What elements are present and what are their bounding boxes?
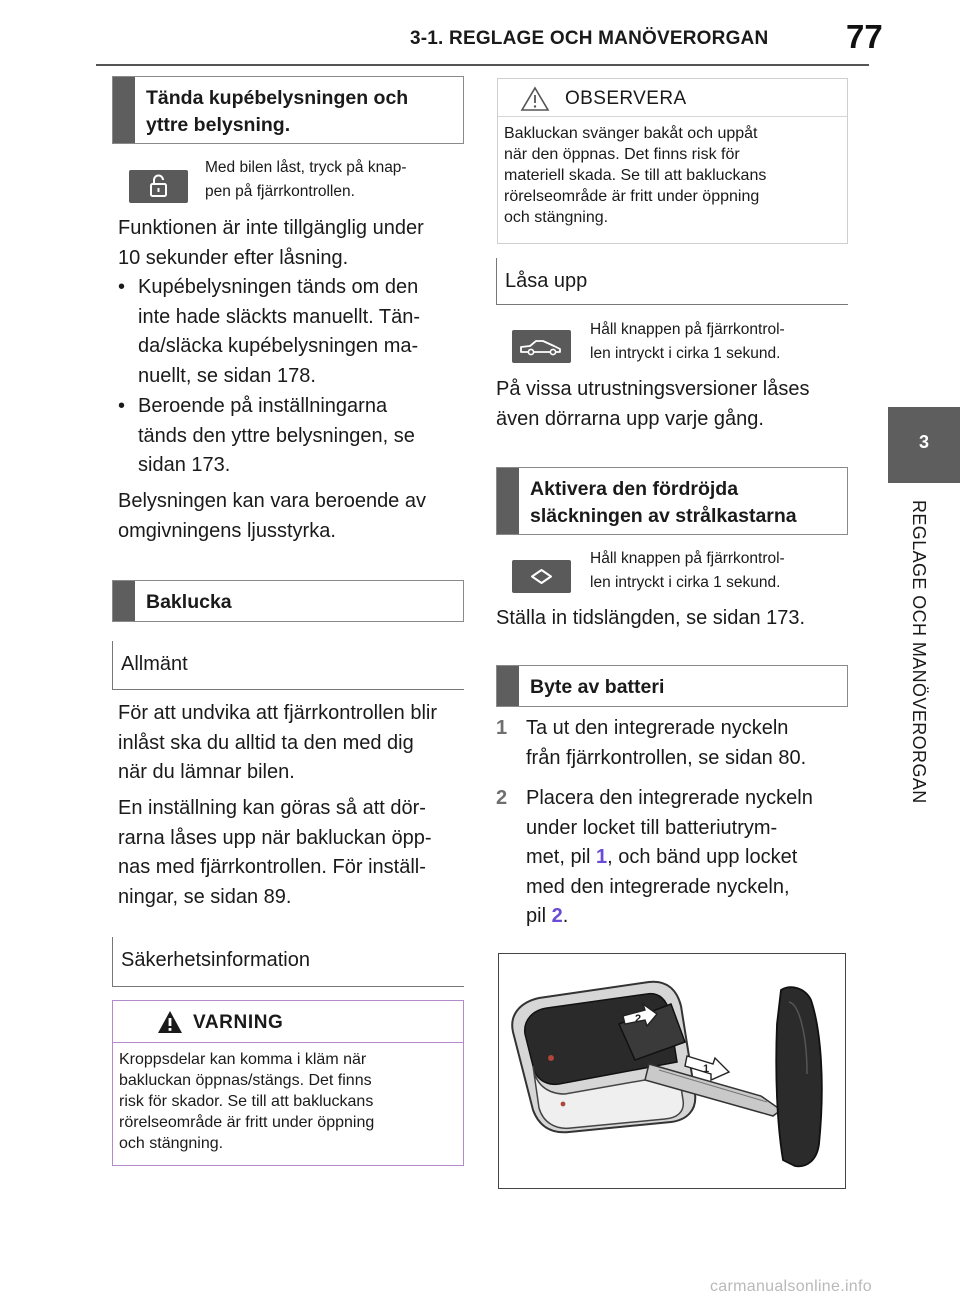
watermark: carmanualsonline.info: [710, 1278, 872, 1295]
subheading-unlock: Låsa upp: [496, 258, 848, 305]
subheading-safety: Säkerhetsinformation: [112, 937, 464, 987]
key-fob-drawing: [499, 954, 845, 1188]
section-heading-delay-text: Aktivera den fördröjda släckningen av strålkastarna: [530, 478, 797, 527]
paragraph-general: För att undvika att fjärrkontrollen blir inlåst ska du alltid ta den med dig när du lämnar bilen.: [118, 702, 438, 783]
headlight-key-icon: [512, 560, 571, 593]
step-item: 2 Placera den integrerade nyckeln under locket till batteriutrym- met, pil 1, och bänd upp locket med den integrerade nyckeln, pil 2.: [496, 787, 813, 927]
lock-key-text: Med bilen låst, tryck på knap- pen på fjärrkontrollen.: [205, 159, 407, 200]
figure-label-2: 2: [635, 1013, 642, 1025]
section-heading-trunk-text: Baklucka: [146, 591, 232, 613]
section-heading-lights-text: Tända kupébelysningen och yttre belysning.: [146, 87, 409, 136]
section-heading-trunk: [112, 580, 464, 622]
bullet-item: • Beroende på inställningarna tänds den yttre belysningen, se sidan 173.: [118, 395, 415, 476]
warning-triangle-icon: [156, 1009, 184, 1035]
chapter-title-vertical: REGLAGE OCH MANÖVERORGAN: [909, 500, 929, 804]
key-fob-illustration: [498, 953, 846, 1189]
step-item: 1 Ta ut den integrerade nyckeln från fjärrkontrollen, se sidan 80.: [496, 717, 807, 769]
section-heading-battery: [496, 665, 848, 707]
running-header-title: 3-1. REGLAGE OCH MANÖVERORGAN: [410, 28, 769, 49]
notice-text: Bakluckan svänger bakåt och uppåt när den öppnas. Det finns risk för materiell skada. Se till att bakluckans rörelseområde är fritt under öppning och stängning.: [504, 125, 767, 226]
paragraph-unavailable: Funktionen är inte tillgänglig under 10 sekunder efter låsning.: [118, 217, 424, 269]
bullet-item: • Kupébelysningen tänds om den inte hade släckts manuellt. Tän- da/släcka kupébelysningen ma- nuellt, se sidan 178.: [118, 276, 421, 387]
paragraph-duration: Ställa in tidslängden, se sidan 173.: [496, 607, 806, 629]
unlock-key-text: Håll knappen på fjärrkontrol- len intryckt i cirka 1 sekund.: [590, 321, 785, 362]
paragraph-doors: På vissa utrustningsversioner låses även dörrarna upp varje gång.: [496, 378, 810, 430]
section-heading-lights: [112, 76, 464, 144]
trunk-key-icon: [512, 330, 571, 363]
caution-triangle-icon: [520, 86, 550, 112]
page-number: 77: [846, 18, 883, 55]
section-heading-delay: [496, 467, 848, 535]
paragraph-lighting: Belysningen kan vara beroende av omgivningens ljusstyrka.: [118, 490, 426, 542]
header-rule: [96, 64, 869, 66]
notice-label: OBSERVERA: [565, 88, 687, 109]
warning-text: Kroppsdelar kan komma i kläm när bakluckan öppnas/stängs. Det finns risk för skador. Se till att bakluckans rörelseområde är fritt under öppning och stängning.: [119, 1051, 375, 1152]
arrow-ref-1: 1: [596, 846, 608, 868]
chapter-number: 3: [918, 432, 929, 452]
warning-label: VARNING: [193, 1012, 284, 1033]
paragraph-setting: En inställning kan göras så att dör- rarna låses upp när bakluckan öpp- nas med fjärrkontrollen. För inställ- ningar, se sidan 89.: [118, 797, 432, 908]
figure-label-1: 1: [703, 1063, 710, 1075]
delay-key-text: Håll knappen på fjärrkontrol- len intryckt i cirka 1 sekund.: [590, 550, 785, 591]
arrow-ref-2: 2: [551, 905, 563, 927]
chapter-side-tab: [888, 0, 960, 1304]
notice-box: [497, 78, 848, 244]
warning-box: [112, 1000, 464, 1166]
section-heading-battery-text: Byte av batteri: [530, 676, 665, 698]
lock-key-icon: [129, 170, 188, 203]
subheading-general: Allmänt: [112, 641, 464, 690]
